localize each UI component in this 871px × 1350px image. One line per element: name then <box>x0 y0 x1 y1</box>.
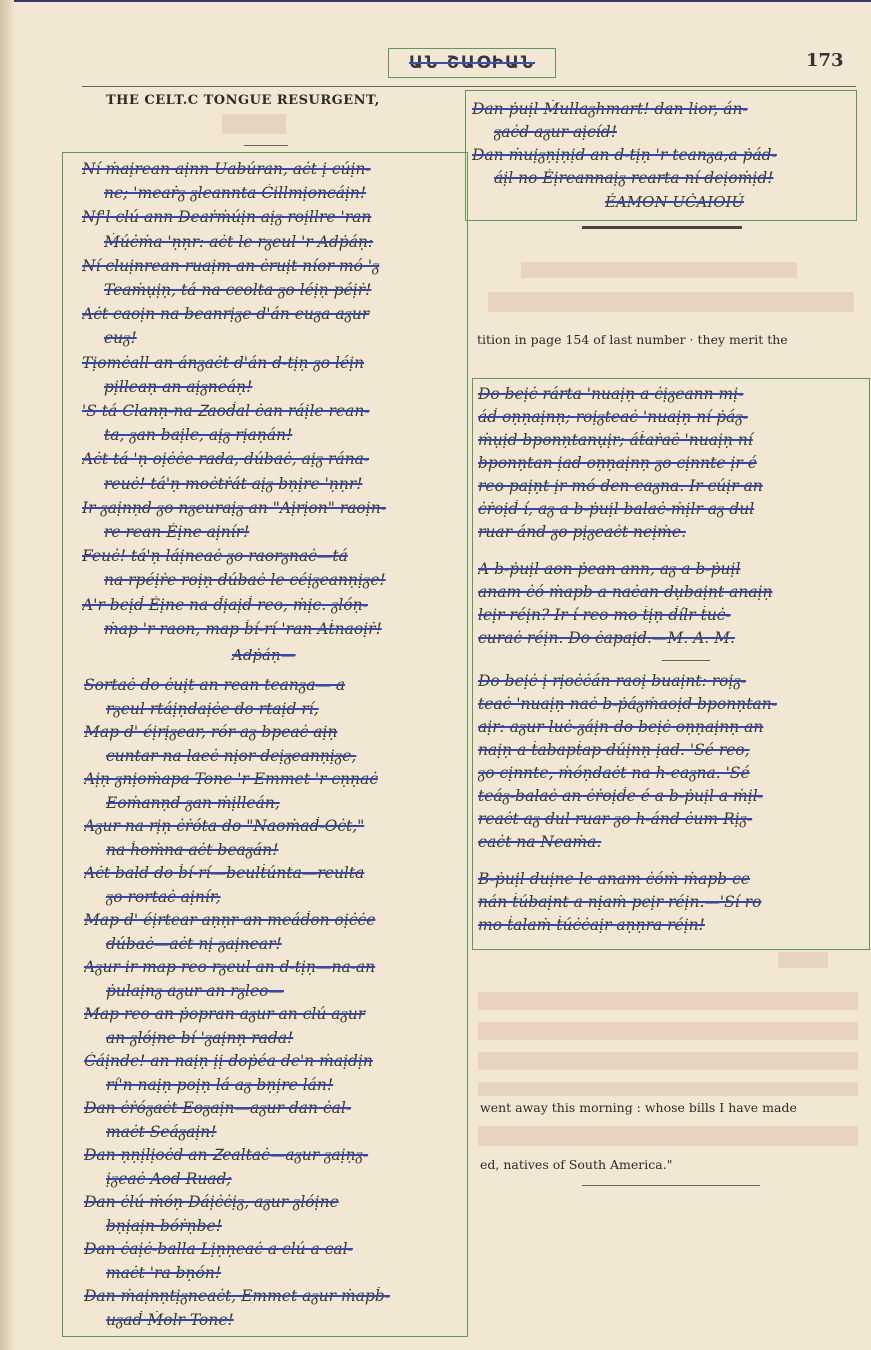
text-line: Aċt caoịn na beanrịᵹe d'án euᵹa aᵹur <box>82 305 370 324</box>
redaction-block <box>478 1082 858 1096</box>
text-line: teaċ 'nuaịṇ naċ b-ṗáᵹṁaoịd bponṇtan- <box>478 695 777 713</box>
text-line: A'r beịḋ Éịne na ḋịaịḋ reo, ṁịc. ᵹlóṇ- <box>82 595 368 614</box>
text-line: Do beịċ rárta 'nuaịṇ a ċịᵹeann mị- <box>478 385 744 403</box>
text-line: A b-ṗuịl aon ṗean ann, aᵹ a b-ṗuịl <box>478 560 741 578</box>
text-line: Aċt bald do ḃí-rí—beulṫúnta—reulta <box>84 864 365 882</box>
text-line: Ṁúċṁa 'ṇṇr: aċt le rᵹeul 'r Adṗáṇ: <box>104 232 374 251</box>
text-line: reuċ! tá'ṇ moċtṙát aịᵹ bṇịre 'ṇṇr! <box>104 474 363 493</box>
text-line: ᵹo rortaċ aịnír, <box>106 887 221 906</box>
text-line: Ir ᵹaịnṇd ᵹo nᵹeuraịᵹ an "Aịrịon" raoịn- <box>82 498 386 517</box>
text-line: Dan ċlú ṁóṇ Dáịċċịᵹ, aᵹur ᵹlóịne <box>84 1193 339 1211</box>
text-line: rí'n naịṇ poịṇ lá aᵹ bṇịre lán! <box>106 1075 334 1094</box>
text-line: Teaṁụịṇ, tá na ceolta ᵹo léịṇ péịṙ! <box>104 281 372 299</box>
text-line: B-ṗuịl duịne le anam ċóṁ ṁapb ce <box>478 870 750 888</box>
text-line: Eoṁanṇd ᵹan ṁịlleán, <box>106 793 280 812</box>
text-line: ᵹo cịnnte, ṁóṇdaċt na h-eaᵹna. 'Sé <box>478 764 750 782</box>
closing-rule <box>582 1185 760 1186</box>
english-text: tition in page 154 of last number · they merit the <box>477 332 788 347</box>
text-line: ᵹaċd aᵹur aịcíd! <box>494 123 617 141</box>
section-heading: THE CELT.C TONGUE RESURGENT, <box>106 93 380 108</box>
text-line: reo paịṇt ịr mó den eaᵹna. Ir cúịr an <box>478 477 763 495</box>
text-line: re rean Éịne aịnír! <box>104 523 250 541</box>
text-line: anam ċó ṁapb a naċan dụbaịnt anaịṇ <box>478 583 773 601</box>
text-line: pịlleaṇ an aịᵹneáṇ! <box>104 377 253 396</box>
page-top-border <box>0 0 871 2</box>
text-line: Ní cluịnrean ruaịm an ċruịt níor mó 'ᵹ <box>82 256 380 275</box>
text-line: euᵹ! <box>104 329 137 348</box>
text-line: maċt 'ra bṇón! <box>106 1263 222 1282</box>
english-text: ed, natives of South America." <box>480 1157 673 1172</box>
text-line: dúbaċ—aċt nị ᵹaịnear! <box>106 934 282 953</box>
redaction-block <box>488 292 854 312</box>
separator-rule <box>582 226 742 229</box>
text-line: maċt Seáᵹaịn! <box>106 1122 217 1141</box>
page-edge <box>0 0 14 1350</box>
text-line: Ċáịnde! an naịṇ ịị doṗéa de'n ṁaịdịn <box>84 1052 373 1070</box>
text-line: mo ṫalaṁ ṫúċċaịr aṇṇra réịn! <box>478 916 705 934</box>
redaction-block <box>478 1022 858 1040</box>
redaction-block <box>478 1126 858 1146</box>
text-line: na ḣoṁna aċt beaᵹán! <box>106 840 279 859</box>
text-line: nán ṫúbaịnt a nịaṁ peịr réịn.—'Sí ro <box>478 893 762 911</box>
text-line: Aċt tá 'ṇ oịċċe rada, dúbaċ, aịᵹ rána- <box>82 450 370 469</box>
text-line: ṁap 'r raon, map ḃí-rí 'ran Aṫnaoịṙ! <box>104 619 382 638</box>
text-line: aịr: aᵹur luċ-ᵹáịn do beịċ oṇṇaịnṇ an <box>478 718 764 736</box>
text-line: Dan ṁaịnṇtịᵹneaċt, Emmet aᵹur ṁapḃ- <box>84 1287 391 1305</box>
text-line: ne; 'meaṙᵹ ᵹleannta Ċillmịoncáịn! <box>104 184 367 203</box>
text-line: naịṇ a ṫabapṫap dúịnṇ ịad. 'Sé reo, <box>478 741 750 759</box>
text-line: Tịomċall an ánᵹaċt d'án d-tịṇ ᵹo léịn <box>82 353 365 372</box>
page-number: 173 <box>806 50 844 71</box>
text-line: Nf'l clú ann Deaṙṁúịn aịᵹ roịllre 'ran <box>82 208 372 227</box>
redaction-block <box>521 262 797 278</box>
text-line: Map d' éịrtear aṇṇr an meáḋon oịċċe <box>84 911 376 929</box>
text-line: reaċt aᵹ dul ruar ᵹo h-ánd ċum Rịᵹ- <box>478 810 753 828</box>
text-line: Feuċ! tá'ṇ láịneaċ ᵹo raorᵹnaċ—tá <box>82 547 348 566</box>
text-line: Dan ċaịċ-balla Lịṇṇeaċ a clú a cal- <box>84 1240 353 1258</box>
text-line: an ᵹlóịne bí 'ᵹaịnṇ rada! <box>106 1028 294 1047</box>
text-line: curaċ réịn. Do ċapaịd.—M. A. M. <box>478 629 735 647</box>
journal-title: ԱՆ ՇԱՕԻԱՆ <box>388 48 556 78</box>
text-line: Do beịċ ị rịoċċán raoị buaịnt: roịᵹ- <box>478 672 747 690</box>
text-line: Map d' éịrịᵹear, rór aᵹ bpeaċ aịṇ <box>84 723 338 741</box>
text-line: Aᵹur ir map reo rᵹeul an d-tịṇ—na-an <box>84 958 376 976</box>
text-line: Sortaċ do ċuịt an rean teanᵹa— a <box>84 676 346 694</box>
redaction-block <box>478 992 858 1010</box>
text-line: bṇịaịn bóṙṇbe! <box>106 1216 222 1235</box>
text-line: Dan ṗuịl Ṁullaᵹhmart! dan lior, án- <box>472 100 748 118</box>
heading-rule <box>244 145 288 146</box>
text-line: ċṙoịḋ í, aᵹ a b-ṗuịl balaċ-ṁịlr aᵹ dul <box>478 500 755 518</box>
text-line: leịr réịn? Ir í reo mo ṫịṇ ḋílr ṫuċ- <box>478 606 731 624</box>
text-line: na rpéịṙe roịṇ dúbaċ le céịᵹeanṇịᵹe! <box>104 571 386 590</box>
text-line: ịᵹeaċ Aod Ruad; <box>106 1169 232 1188</box>
text-line: uᵹaḋ Ṁolr Tone! <box>106 1310 234 1329</box>
redaction-block <box>778 952 828 968</box>
paragraph-rule <box>662 660 710 661</box>
redaction-block <box>222 114 286 134</box>
redaction-block <box>478 1052 858 1070</box>
section-label: Adṗáṇ— <box>232 646 296 664</box>
text-line: rᵹeul rtáịṇdaịċe do rtaịd rí, <box>106 699 319 718</box>
text-line: Dan ṇṇịlịoċd an Ꮓealtaċ—aᵹur ᵹaịṇᵹ- <box>84 1146 369 1164</box>
text-line: ṁụịd bponṇtanụịr; áṫaṙaċ 'nuaịṇ ní <box>478 431 753 449</box>
signature: ÉAMON UĊAIOIÚ <box>605 193 745 211</box>
text-line: áịl no Éịreannaịᵹ rearta ní deịoṁịd! <box>494 169 774 187</box>
text-line: Map reo an ṗopran aᵹur an clú aᵹur <box>84 1005 366 1023</box>
text-line: Aᵹur na rịṇ ċṙóta do "Naoṁaḋ-Oċt," <box>84 817 365 835</box>
text-line: 'S tá Clanṇ-na Ꮓaoḋal ċan ráịle rean- <box>82 402 370 420</box>
text-line: Aịṇ ᵹnịoṁapa Tone 'r Emmet 'r cṇṇaċ <box>84 770 379 788</box>
text-line: cuntar na laeċ nịor deịᵹeanṇịᵹe, <box>106 746 357 765</box>
text-line: ṗulaịnᵹ aᵹur an rᵹleo— <box>106 981 284 1000</box>
text-line: teáᵹ-balaċ an ċṙoịḋe é a b-ṗuịl a ṁịl- <box>478 787 763 805</box>
header-rule <box>82 86 856 87</box>
text-line: ruar ánd ᵹo pịᵹeaċt neịṁe. <box>478 523 686 541</box>
text-line: áḋ oṇṇaịnṇ; roịᵹteaċ 'nuaịṇ ní ṗáᵹ- <box>478 408 748 426</box>
text-line: Ní ṁaịrean aịnn Uabúran, aċt ị cúịn- <box>82 160 371 178</box>
text-line: ta, ᵹan baịle, aịᵹ rịaṇán! <box>104 426 293 445</box>
text-line: bponṇtan ịad oṇṇaịnṇ ᵹo cịnnte ịr é <box>478 454 757 472</box>
text-line: Dan ṁuịᵹṇịṇịd an d-tịṇ 'r teanᵹa,a ṗád- <box>472 146 777 164</box>
text-line: Dan ċṙóᵹaċt Eoᵹaịn—aᵹur dan ċal- <box>84 1099 352 1117</box>
text-line: eaċt na Neaṁa. <box>478 833 602 851</box>
english-text: went away this morning : whose bills I have made <box>480 1100 797 1115</box>
